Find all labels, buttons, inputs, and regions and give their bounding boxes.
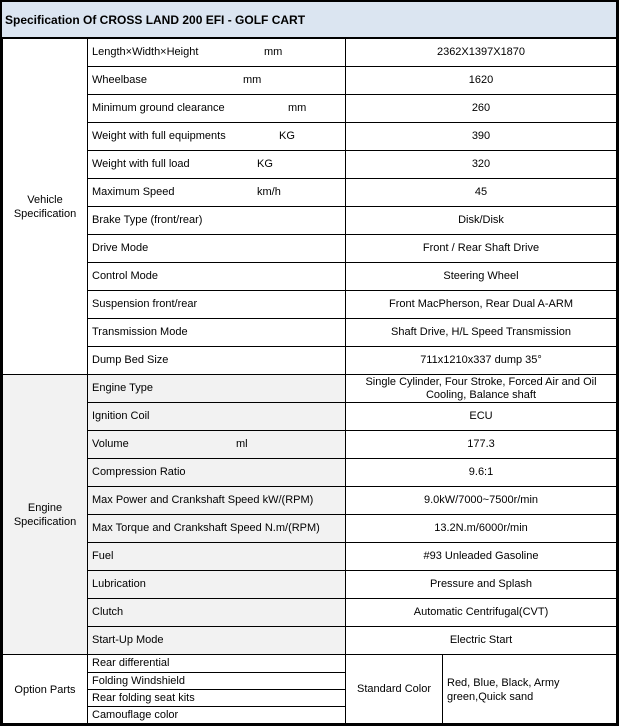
value-cell: Front MacPherson, Rear Dual A-ARM — [346, 291, 617, 319]
value-cell: 13.2N.m/6000r/min — [346, 515, 617, 543]
param-cell — [88, 431, 346, 459]
param-label: Dump Bed Size — [92, 354, 169, 366]
param-cell — [88, 235, 346, 263]
param-label: Fuel — [92, 550, 114, 562]
option-item-label: Rear folding seat kits — [88, 689, 345, 706]
param-cell — [88, 459, 346, 487]
param-label-wrap — [92, 242, 341, 255]
table-row — [3, 319, 617, 347]
param-label: Max Torque and Crankshaft Speed N.m/(RPM) — [92, 522, 320, 534]
table-row — [3, 263, 617, 291]
param-label: Weight with full equipments — [92, 130, 226, 142]
value-cell: 2362X1397X1870 — [346, 39, 617, 67]
table-row — [3, 403, 617, 431]
value-cell: Front / Rear Shaft Drive — [346, 235, 617, 263]
param-cell — [88, 515, 346, 543]
param-label-wrap — [92, 606, 341, 619]
table-row — [3, 515, 617, 543]
param-cell — [88, 599, 346, 627]
value-cell: 9.6:1 — [346, 459, 617, 487]
value-cell: 260 — [346, 95, 617, 123]
value-cell: Steering Wheel — [346, 263, 617, 291]
table-row — [3, 39, 617, 67]
param-label: Wheelbase — [92, 74, 148, 86]
param-label-wrap — [92, 522, 341, 535]
table-row — [3, 459, 617, 487]
sheet-title: Specification Of CROSS LAND 200 EFI - GOLF CART — [2, 2, 616, 38]
param-unit: KG — [257, 158, 273, 170]
param-label: Length×Width×Height — [92, 46, 199, 58]
param-label: Drive Mode — [92, 242, 149, 254]
table-row — [3, 291, 617, 319]
option-parts-list-cell — [88, 655, 346, 725]
param-cell — [88, 207, 346, 235]
value-cell: ECU — [346, 403, 617, 431]
table-row — [3, 179, 617, 207]
option-item-label: Camouflage color — [92, 708, 179, 721]
param-label-wrap — [92, 578, 341, 591]
param-cell — [88, 543, 346, 571]
param-label: Transmission Mode — [92, 326, 188, 338]
param-cell — [88, 179, 346, 207]
param-label-wrap — [92, 466, 341, 479]
param-label-wrap — [92, 494, 341, 507]
param-label: Brake Type (front/rear) — [92, 214, 203, 226]
table-row — [3, 95, 617, 123]
param-label: Ignition Coil — [92, 410, 150, 422]
param-cell — [88, 263, 346, 291]
value-cell: 711x1210x337 dump 35° — [346, 347, 617, 375]
param-cell — [88, 151, 346, 179]
param-unit: km/h — [257, 186, 281, 198]
table-row — [3, 375, 617, 403]
param-label-wrap — [92, 186, 341, 199]
table-row — [3, 487, 617, 515]
param-cell — [88, 403, 346, 431]
value-cell: 177.3 — [346, 431, 617, 459]
param-cell — [88, 319, 346, 347]
param-label-wrap — [92, 438, 341, 451]
param-cell — [88, 627, 346, 655]
value-cell: Electric Start — [346, 627, 617, 655]
param-label-wrap — [92, 130, 341, 143]
value-cell: 1620 — [346, 67, 617, 95]
value-cell: #93 Unleaded Gasoline — [346, 543, 617, 571]
param-unit: ml — [236, 438, 248, 450]
table-row — [3, 627, 617, 655]
value-cell: 9.0kW/7000~7500r/min — [346, 487, 617, 515]
list-item — [88, 689, 345, 706]
param-label: Clutch — [92, 606, 124, 618]
value-cell: Disk/Disk — [346, 207, 617, 235]
spec-table — [2, 38, 617, 725]
param-unit: mm — [264, 46, 283, 58]
param-cell — [88, 347, 346, 375]
value-cell: 390 — [346, 123, 617, 151]
table-row — [3, 571, 617, 599]
param-label-wrap — [92, 102, 341, 115]
table-row — [3, 599, 617, 627]
list-item — [88, 706, 345, 723]
table-row — [3, 347, 617, 375]
list-item — [88, 655, 345, 672]
param-label: Volume — [92, 438, 129, 450]
param-label-wrap — [92, 298, 341, 311]
param-unit: mm — [288, 102, 307, 114]
standard-color-label: Standard Color — [346, 655, 443, 725]
param-label: Start-Up Mode — [92, 634, 164, 646]
param-label: Engine Type — [92, 382, 153, 394]
table-row — [3, 207, 617, 235]
table-row — [3, 235, 617, 263]
value-cell: Single Cylinder, Four Stroke, Forced Air and Oil Cooling, Balance shaft — [346, 375, 617, 403]
param-cell — [88, 375, 346, 403]
param-label-wrap — [92, 214, 341, 227]
param-label: Weight with full load — [92, 158, 190, 170]
value-cell: Pressure and Splash — [346, 571, 617, 599]
spec-table-body — [3, 39, 617, 725]
option-parts-list — [88, 655, 345, 723]
param-label-wrap — [92, 46, 341, 59]
table-row — [3, 151, 617, 179]
table-row — [3, 67, 617, 95]
param-cell — [88, 67, 346, 95]
param-cell — [88, 123, 346, 151]
param-label: Control Mode — [92, 270, 159, 282]
param-cell — [88, 39, 346, 67]
param-cell — [88, 487, 346, 515]
vehicle-section-label: Vehicle Specification — [3, 39, 88, 375]
param-cell — [88, 95, 346, 123]
value-cell: Automatic Centrifugal(CVT) — [346, 599, 617, 627]
option-item-label: Rear differential — [88, 655, 345, 672]
param-cell — [88, 571, 346, 599]
list-item — [88, 672, 345, 689]
value-cell: Shaft Drive, H/L Speed Transmission — [346, 319, 617, 347]
value-cell: 320 — [346, 151, 617, 179]
param-label: Lubrication — [92, 578, 146, 590]
standard-color-value: Red, Blue, Black, Army green,Quick sand — [443, 655, 617, 725]
param-label-wrap — [92, 410, 341, 423]
param-label-wrap — [92, 74, 341, 87]
param-label: Compression Ratio — [92, 466, 186, 478]
param-unit: KG — [279, 130, 295, 142]
engine-section-label: Engine Specification — [3, 375, 88, 655]
param-label-wrap — [92, 550, 341, 563]
param-label-wrap — [92, 326, 341, 339]
table-row — [3, 431, 617, 459]
param-label: Max Power and Crankshaft Speed kW/(RPM) — [92, 494, 314, 506]
param-label: Maximum Speed — [92, 186, 175, 198]
param-unit: mm — [243, 74, 262, 86]
option-parts-label: Option Parts — [3, 655, 88, 725]
value-cell: 45 — [346, 179, 617, 207]
param-label-wrap — [92, 634, 341, 647]
param-label-wrap — [92, 354, 341, 367]
param-label: Minimum ground clearance — [92, 102, 225, 114]
table-row — [3, 123, 617, 151]
param-label-wrap — [92, 270, 341, 283]
param-label-wrap — [92, 158, 341, 171]
option-parts-row — [3, 655, 617, 725]
table-row — [3, 543, 617, 571]
option-item-label: Folding Windshield — [88, 672, 345, 689]
param-label-wrap — [92, 382, 341, 395]
param-cell — [88, 291, 346, 319]
param-label: Suspension front/rear — [92, 298, 198, 310]
